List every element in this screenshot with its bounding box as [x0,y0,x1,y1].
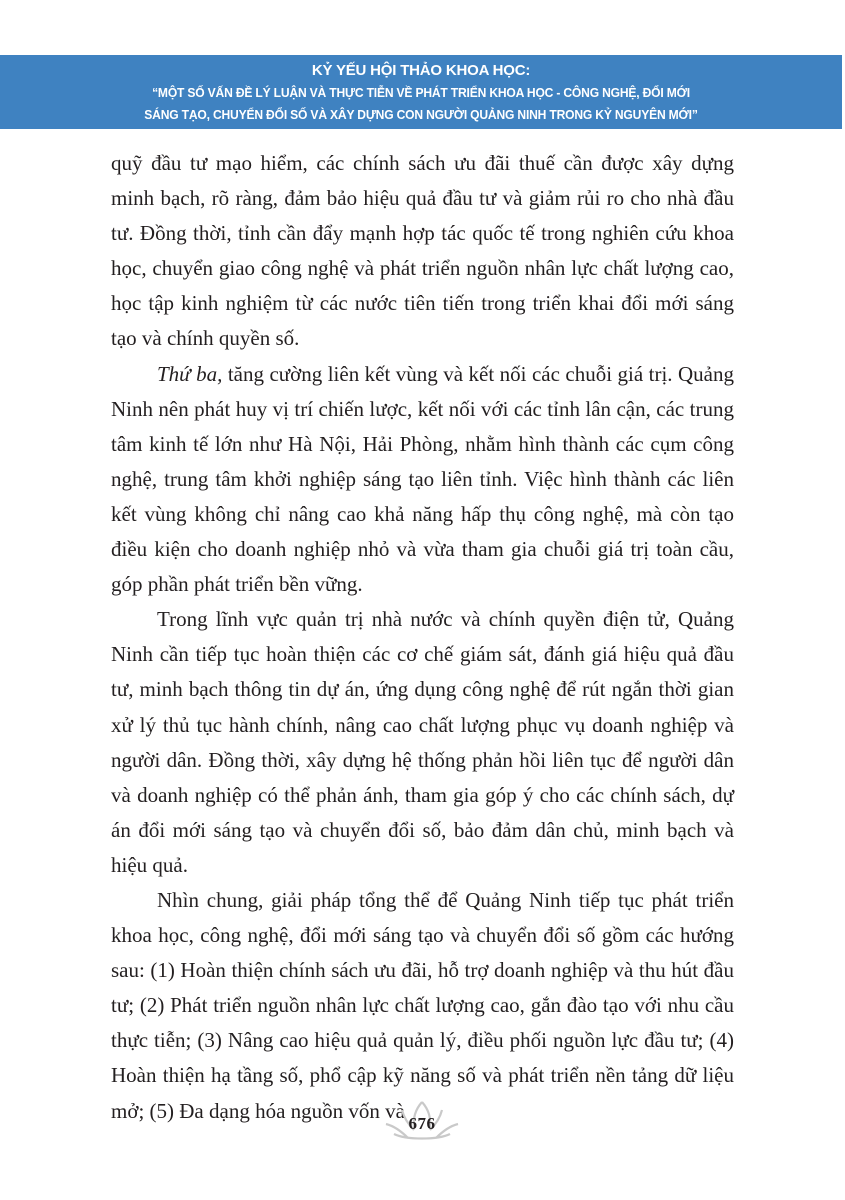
header-subtitle-line-2: SÁNG TẠO, CHUYỂN ĐỔI SỐ VÀ XÂY DỰNG CON NGƯỜI QUẢNG NINH TRONG KỶ NGUYÊN MỚI” [144,107,698,122]
page-number: 676 [408,1114,436,1133]
paragraph-text: quỹ đầu tư mạo hiểm, các chính sách ưu đãi thuế cần được xây dựng minh bạch, rõ ràng, đảm bảo hiệu quả đầu tư và giảm rủi ro cho nhà đầu tư. Đồng thời, tỉnh cần đẩy mạnh hợp tác quốc tế trong nghiên cứu khoa học, chuyển giao công nghệ và phát triển nguồn nhân lực chất lượng cao, học tập kinh nghiệm từ các nước tiên tiến trong triển khai đổi mới sáng tạo và chính quyền số. [111,151,734,351]
paragraph-text: Trong lĩnh vực quản trị nhà nước và chính quyền điện tử, Quảng Ninh cần tiếp tục hoàn thiện các cơ chế giám sát, đánh giá hiệu quả đầu tư, minh bạch thông tin dự án, ứng dụng công nghệ để rút ngắn thời gian xử lý thủ tục hành chính, nâng cao chất lượng phục vụ doanh nghiệp và người dân. Đồng thời, xây dựng hệ thống phản hồi liên tục để người dân và doanh nghiệp có thể phản ánh, tham gia góp ý cho các chính sách, dự án đổi mới sáng tạo và chuyển đổi số, bảo đảm dân chủ, minh bạch và hiệu quả. [111,607,734,877]
paragraph-continuation [111,146,734,357]
paragraph-governance [111,602,734,883]
header-subtitle-line-1: “MỘT SỐ VẤN ĐỀ LÝ LUẬN VÀ THỰC TIỄN VỀ PHÁT TRIỂN KHOA HỌC - CÔNG NGHỆ, ĐỔI MỚI [152,85,690,100]
body-text [111,146,734,1129]
paragraph-summary [111,883,734,1129]
header-banner [0,55,842,129]
header-title: KỶ YẾU HỘI THẢO KHOA HỌC: [311,62,531,79]
paragraph-thu-ba [111,357,734,603]
paragraph-lead-italic: Thứ ba, [157,361,223,386]
page-footer [372,1100,472,1142]
paragraph-text: tăng cường liên kết vùng và kết nối các chuỗi giá trị. Quảng Ninh nên phát huy vị trí chiến lược, kết nối với các tỉnh lân cận, các trung tâm kinh tế lớn như Hà Nội, Hải Phòng, nhằm hình thành các cụm công nghệ, trung tâm khởi nghiệp sáng tạo liên tỉnh. Việc hình thành các liên kết vùng không chỉ nâng cao khả năng hấp thụ công nghệ, mà còn tạo điều kiện cho doanh nghiệp nhỏ và vừa tham gia chuỗi giá trị toàn cầu, góp phần phát triển bền vững. [111,361,734,597]
paragraph-text: Nhìn chung, giải pháp tổng thể để Quảng Ninh tiếp tục phát triển khoa học, công nghệ, đổi mới sáng tạo và chuyển đổi số gồm các hướng sau: (1) Hoàn thiện chính sách ưu đãi, hỗ trợ doanh nghiệp và thu hút đầu tư; (2) Phát triển nguồn nhân lực chất lượng cao, gắn đào tạo với nhu cầu thực tiễn; (3) Nâng cao hiệu quả quản lý, điều phối nguồn lực đầu tư; (4) Hoàn thiện hạ tầng số, phổ cập kỹ năng số và phát triển nền tảng dữ liệu mở; (5) Đa dạng hóa nguồn vốn và [111,887,734,1123]
